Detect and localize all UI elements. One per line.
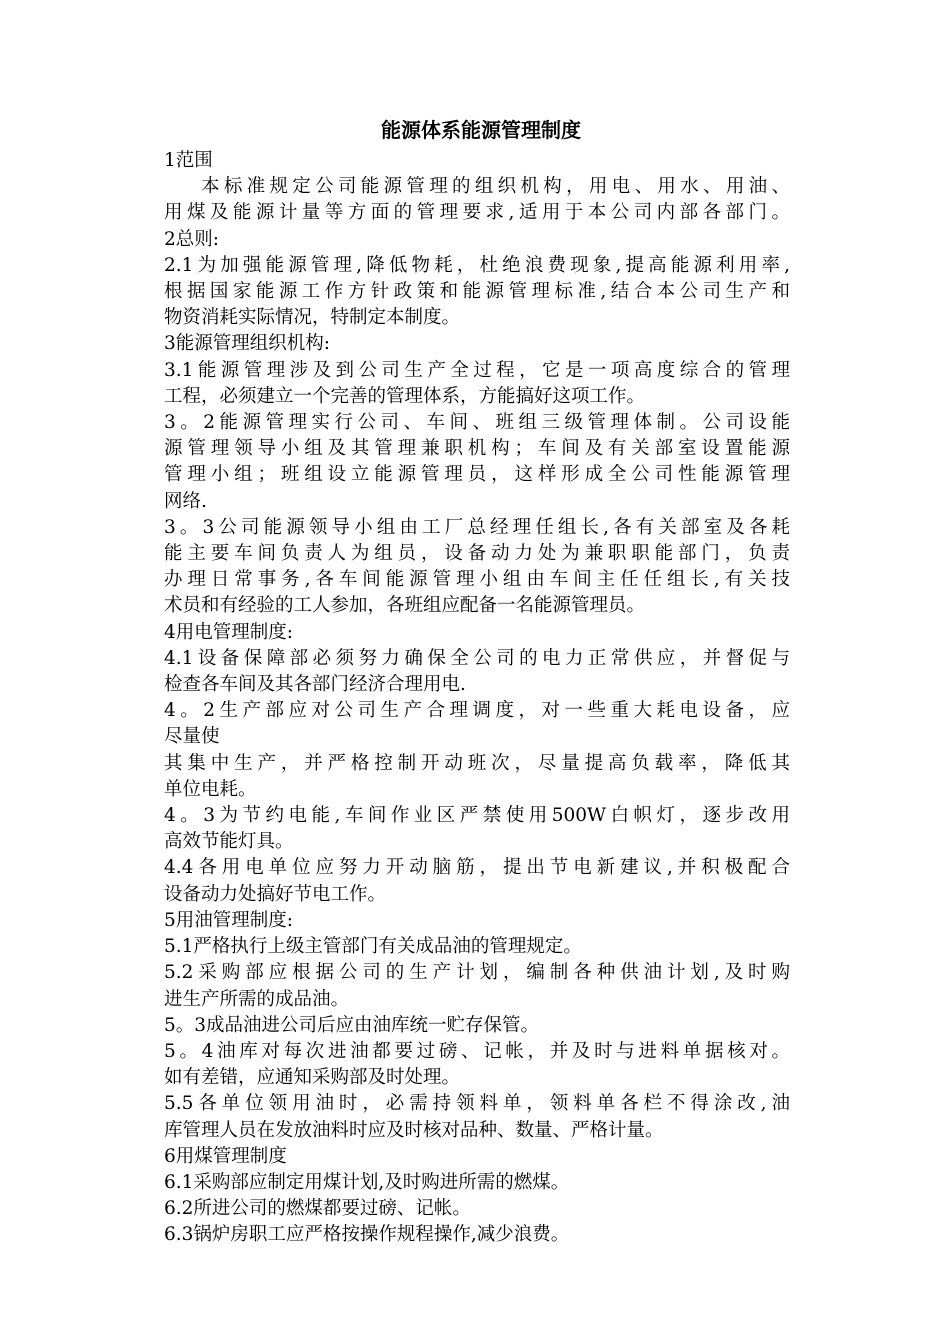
text-line: 6用煤管理制度: [164, 1145, 287, 1167]
text-line: 5用油管理制度:: [164, 909, 294, 931]
text-line: 尽量使: [164, 726, 220, 748]
text-line: 4用电管理制度:: [164, 621, 294, 643]
document-title: 能源体系能源管理制度: [381, 118, 581, 142]
text-line: 物资消耗实际情况，特制定本制度。: [164, 307, 461, 329]
text-line: 4。3为节约电能,车间作业区严禁使用500W白帜灯，逐步改用: [164, 805, 790, 827]
document-body: [164, 148, 790, 1249]
text-line: 本标准规定公司能源管理的组织机构，用电、用水、用油、: [201, 176, 790, 198]
text-line: 设备动力处搞好节电工作。: [164, 883, 387, 905]
text-line: 能主要车间负责人为组员，设备动力处为兼职职能部门，负责: [164, 543, 790, 565]
text-line: 单位电耗。: [164, 778, 257, 800]
text-line: 源管理领导小组及其管理兼职机构；车间及有关部室设置能源: [164, 438, 790, 460]
text-line: 3。3公司能源领导小组由工厂总经理任组长,各有关部室及各耗: [164, 516, 790, 538]
text-line: 4.1设备保障部必须努力确保全公司的电力正常供应，并督促与: [164, 647, 790, 669]
text-line: 5。4油库对每次进油都要过磅、记帐，并及时与进料单据核对。: [164, 1040, 790, 1062]
text-line: 6.3锅炉房职工应严格按操作规程操作,减少浪费。: [164, 1224, 570, 1246]
text-line: 1范围: [164, 150, 213, 171]
text-line: 5.5各单位领用油时，必需持领料单，领料单各栏不得涂改,油: [164, 1093, 790, 1115]
text-line: 根据国家能源工作方针政策和能源管理标准,结合本公司生产和: [164, 281, 790, 303]
text-line: 6.1采购部应制定用煤计划,及时购进所需的燃煤。: [164, 1171, 570, 1193]
text-line: 术员和有经验的工人参加，各班组应配备一名能源管理员。: [164, 595, 646, 617]
text-line: 进生产所需的成品油。: [164, 988, 350, 1010]
text-line: 管理小组；班组设立能源管理员，这样形成全公司性能源管理: [164, 464, 790, 486]
text-line: 2.1为加强能源管理,降低物耗，杜绝浪费现象,提高能源利用率,: [164, 254, 790, 276]
text-line: 用煤及能源计量等方面的管理要求,适用于本公司内部各部门。: [164, 202, 790, 224]
text-line: 检查各车间及其各部门经济合理用电.: [164, 674, 466, 696]
text-line: 高效节能灯具。: [164, 831, 294, 853]
text-line: 其集中生产，并严格控制开动班次，尽量提高负载率，降低其: [164, 752, 790, 774]
text-line: 5.2采购部应根据公司的生产计划，编制各种供油计划,及时购: [164, 962, 790, 984]
text-line: 网络.: [164, 490, 207, 512]
text-line: 库管理人员在发放油料时应及时核对品种、数量、严格计量。: [164, 1119, 664, 1141]
text-line: 5.1严格执行上级主管部门有关成品油的管理规定。: [164, 936, 582, 958]
text-line: 2总则:: [164, 228, 220, 250]
text-line: 工程，必须建立一个完善的管理体系，方能搞好这项工作。: [164, 385, 646, 407]
text-line: 办理日常事务,各车间能源管理小组由车间主任任组长,有关技: [164, 569, 790, 591]
document-page: [164, 112, 790, 1249]
text-line: 4。2生产部应对公司生产合理调度，对一些重大耗电设备，应: [164, 700, 790, 722]
text-line: 3.1能源管理涉及到公司生产全过程，它是一项高度综合的管理: [164, 359, 790, 381]
text-line: 3能源管理组织机构:: [164, 333, 331, 355]
text-line: 3。2能源管理实行公司、车间、班组三级管理体制。公司设能: [164, 412, 790, 434]
text-line: 5。3成品油进公司后应由油库统一贮存保管。: [164, 1014, 540, 1036]
text-line: 6.2所进公司的燃煤都要过磅、记帐。: [164, 1198, 471, 1220]
text-line: 如有差错，应通知采购部及时处理。: [164, 1067, 461, 1089]
text-line: 4.4各用电单位应努力开动脑筋，提出节电新建议,并积极配合: [164, 857, 790, 879]
